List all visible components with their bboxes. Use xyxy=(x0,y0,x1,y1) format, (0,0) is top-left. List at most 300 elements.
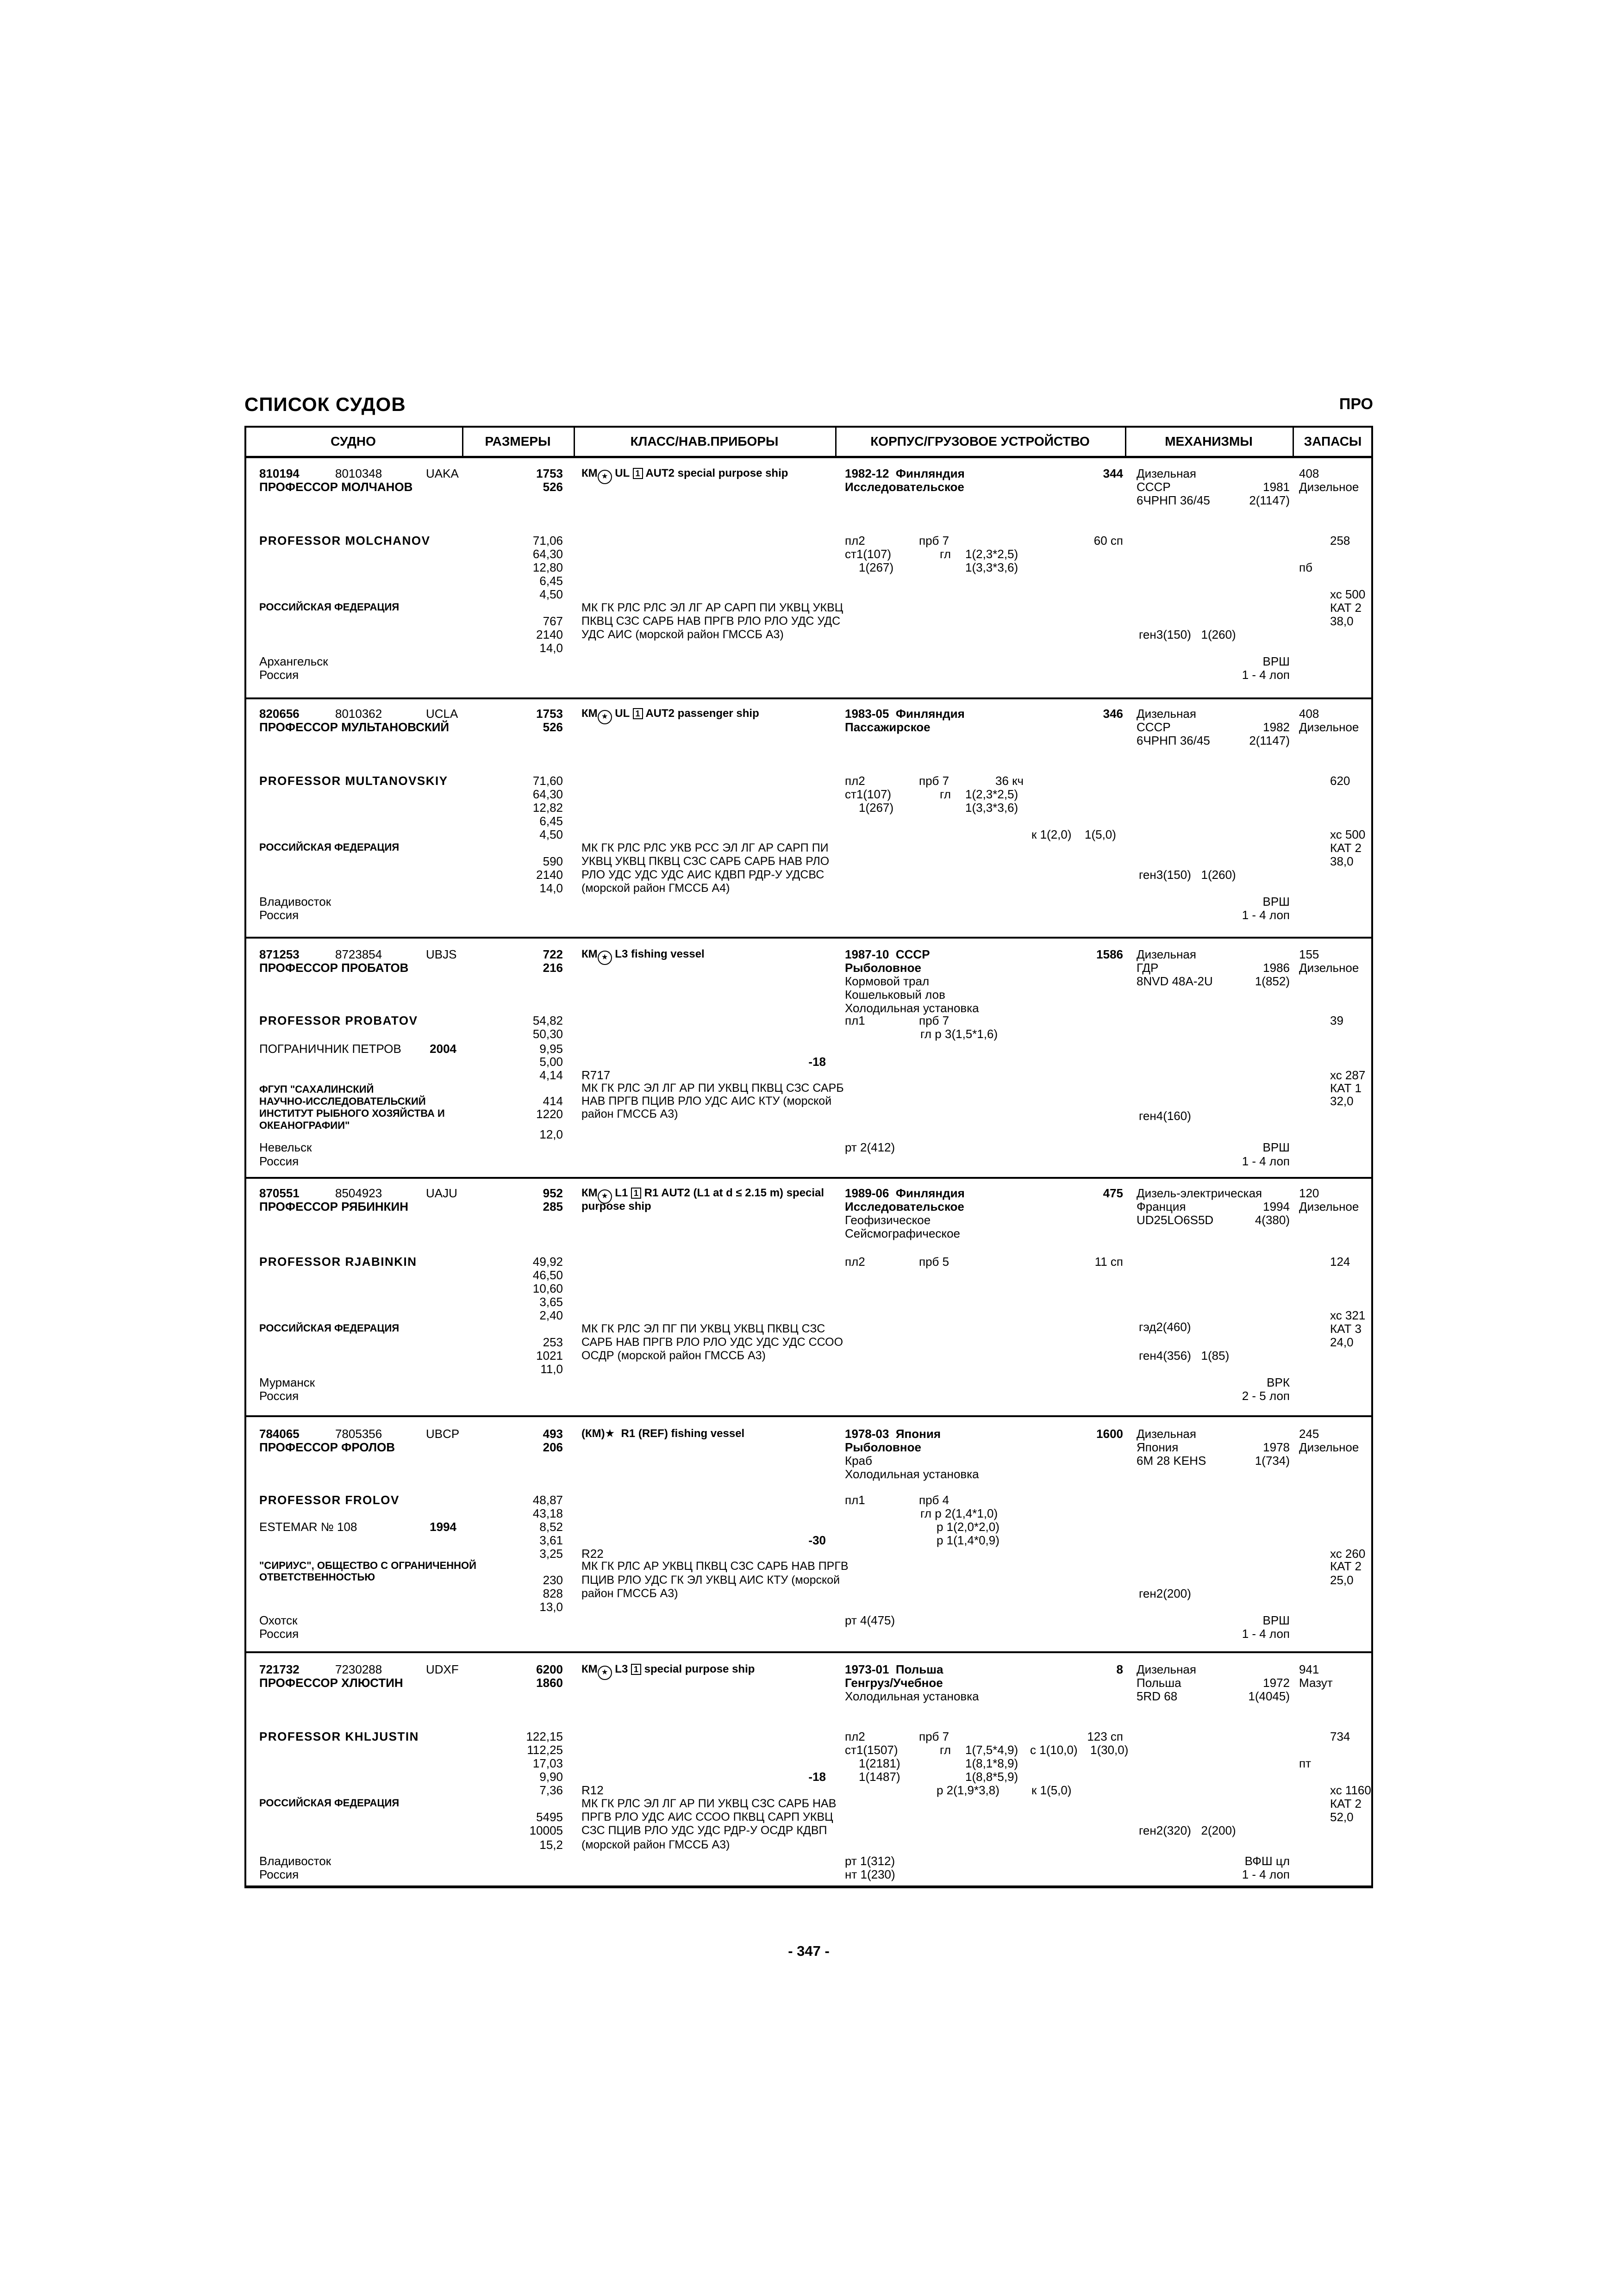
text-item: 734 xyxy=(1330,1730,1350,1743)
gross-tonnage: 1753 xyxy=(536,707,563,721)
text-item: УКВЦ УКВЦ ПКВЦ СЗС САРБ САРБ НАВ РЛО xyxy=(581,855,830,868)
net-tonnage: 285 xyxy=(543,1200,563,1213)
fuel-type: Дизельное xyxy=(1299,480,1359,494)
class-notation: КМ ★ L3 1 special purpose ship xyxy=(581,1663,755,1680)
purpose: Рыболовное xyxy=(845,1440,921,1454)
text-item: рт 1(312) xyxy=(845,1854,895,1868)
call-sign: UBJS xyxy=(426,947,457,961)
engine-model: UD25LO6S5D xyxy=(1137,1213,1214,1227)
text-item: Холодильная установка xyxy=(845,1467,979,1481)
text-item: 10,60 xyxy=(532,1282,563,1295)
text-item: пл1 xyxy=(845,1493,865,1507)
text-item: КАТ 3 xyxy=(1330,1322,1362,1336)
refrigeration-temp: -18 xyxy=(808,1770,826,1784)
text-item: 1(3,3*3,6) xyxy=(965,801,1018,815)
col-header-korpus: КОРПУС/ГРУЗОВОЕ УСТРОЙСТВО xyxy=(870,434,1090,448)
col-header-sudno: СУДНО xyxy=(331,434,376,448)
call-sign: UAKA xyxy=(426,467,459,480)
text-item: 11,0 xyxy=(540,1362,563,1376)
reg-number: 870551 xyxy=(259,1186,300,1200)
purpose: Пассажирское xyxy=(845,720,931,734)
text-item: 414 xyxy=(543,1094,563,1108)
built-place: 1989-06 Финляндия xyxy=(845,1186,965,1200)
page-number: - 347 - xyxy=(788,1943,830,1959)
machinery-type: Дизельная xyxy=(1137,707,1196,721)
text-item: 60 сп xyxy=(1093,534,1123,548)
generators: ген2(320) 2(200) xyxy=(1139,1823,1236,1837)
text-item: пл2 xyxy=(845,1730,865,1743)
page-corner-label: ПРО xyxy=(1339,395,1373,413)
circled-star-icon: ★ xyxy=(598,951,612,965)
text-item: 122,15 xyxy=(526,1730,563,1743)
refrigeration-temp: -30 xyxy=(808,1533,826,1547)
nav-equipment: МК ГК РЛС ЭЛ ПГ ПИ УКВЦ УКВЦ ПКВЦ СЗС xyxy=(581,1322,825,1335)
fuel-type: Мазут xyxy=(1299,1676,1333,1690)
text-item: Кормовой трал xyxy=(845,974,930,988)
owner: ФГУП "САХАЛИНСКИЙ xyxy=(259,1083,374,1095)
imo-number: 8010362 xyxy=(335,707,382,721)
text-item: ПРГВ РЛО УДС АИС ССОО ПКВЦ САРП УКВЦ xyxy=(581,1811,833,1823)
text-item: 25,0 xyxy=(1330,1573,1354,1587)
ship-name-en: PROFESSOR MULTANOVSKIY xyxy=(259,774,448,788)
text-item: 1021 xyxy=(536,1349,563,1363)
text-item: 1 - 4 лоп xyxy=(1242,1154,1290,1168)
engine-model: 6ЧРНП 36/45 xyxy=(1137,734,1210,747)
propeller-type: ВФШ цл xyxy=(1244,1854,1290,1868)
generators: ген2(200) xyxy=(1139,1587,1191,1600)
fuel-type: Дизельное xyxy=(1299,1440,1359,1454)
text-item: 9,90 xyxy=(539,1770,563,1784)
refrigerant: R717 xyxy=(581,1068,611,1082)
text-item: ст1(107) xyxy=(845,547,892,561)
machinery-type: Дизельная xyxy=(1137,467,1196,480)
ship-name-ru: ПРОФЕССОР ХЛЮСТИН xyxy=(259,1676,403,1690)
boxed-1-icon: 1 xyxy=(631,1664,641,1675)
text-item: (морской район ГМССБ А4) xyxy=(581,882,730,895)
text-item: 2,40 xyxy=(539,1308,563,1322)
ship-name-ru: ПРОФЕССОР ПРОБАТОВ xyxy=(259,961,409,975)
ship-name-ru: ПРОФЕССОР МОЛЧАНОВ xyxy=(259,480,413,494)
text-item: пл2 xyxy=(845,1255,865,1269)
boxed-1-icon: 1 xyxy=(631,1188,641,1199)
built-place: 1983-05 Финляндия xyxy=(845,707,965,721)
text-item: 408 xyxy=(1299,467,1319,480)
net-tonnage: 206 xyxy=(543,1440,563,1454)
country: Россия xyxy=(259,1389,299,1403)
text-item: 49,92 xyxy=(532,1255,563,1269)
text-item: 11 сп xyxy=(1094,1255,1123,1269)
call-sign: UAJU xyxy=(426,1186,457,1200)
text-item: 9,95 xyxy=(539,1042,563,1056)
built-place: 1982-12 Финляндия xyxy=(845,467,965,480)
text-item: 1(734) xyxy=(1255,1454,1290,1468)
generators: ген3(150) 1(260) xyxy=(1139,868,1236,882)
text-item: 8 xyxy=(1116,1662,1123,1676)
boxed-1-icon: 1 xyxy=(633,708,643,719)
flag-state: РОССИЙСКАЯ ФЕДЕРАЦИЯ xyxy=(259,601,400,613)
text-item: 123 сп xyxy=(1087,1730,1123,1743)
text-item: 38,0 xyxy=(1330,614,1354,628)
text-item: 1(8,8*5,9) xyxy=(965,1770,1018,1784)
text-item: 155 xyxy=(1299,947,1319,961)
machinery-type: Дизель-электрическая xyxy=(1137,1186,1262,1200)
text-item: НАВ ПРГВ ПЦИВ РЛО УДС АИС КТУ (морской xyxy=(581,1095,832,1108)
ship-name-ru: ПРОФЕССОР МУЛЬТАНОВСКИЙ xyxy=(259,720,450,734)
text-item: 50,30 xyxy=(532,1027,563,1041)
text-item: 475 xyxy=(1103,1186,1123,1200)
text-item: 1(267) xyxy=(859,801,894,815)
text-item: 4,50 xyxy=(539,587,563,601)
text-item: ОТВЕТСТВЕННОСТЬЮ xyxy=(259,1571,375,1583)
ship-name-en: PROFESSOR MOLCHANOV xyxy=(259,534,431,548)
gross-tonnage: 6200 xyxy=(536,1662,563,1676)
entry-professor-frolov xyxy=(244,1416,1373,1652)
text-item: ст1(1507) xyxy=(845,1743,898,1757)
net-tonnage: 526 xyxy=(543,720,563,734)
text-item: хс 500 xyxy=(1330,828,1366,841)
ship-name-ru: ПРОФЕССОР ФРОЛОВ xyxy=(259,1440,395,1454)
text-item: прб 7 xyxy=(919,1730,949,1743)
text-item: 5,00 xyxy=(539,1055,563,1069)
port-of-registry: Архангельск xyxy=(259,654,328,668)
flag-state: РОССИЙСКАЯ ФЕДЕРАЦИЯ xyxy=(259,1322,400,1334)
gross-tonnage: 1753 xyxy=(536,467,563,480)
nav-equipment: МК ГК РЛС РЛС ЭЛ ЛГ АР САРП ПИ УКВЦ УКВЦ xyxy=(581,601,843,614)
text-item: 941 xyxy=(1299,1662,1319,1676)
text-item: 14,0 xyxy=(539,881,563,895)
text-item: хс 321 xyxy=(1330,1308,1366,1322)
text-item: гл xyxy=(940,787,951,801)
flag-state: РОССИЙСКАЯ ФЕДЕРАЦИЯ xyxy=(259,1797,400,1809)
text-item: 1(5,0) xyxy=(1085,828,1116,841)
circled-star-icon: ★ xyxy=(598,710,612,724)
text-item: пл2 xyxy=(845,534,865,548)
text-item: 10005 xyxy=(529,1823,563,1837)
entry-professor-khljustin xyxy=(244,1652,1373,1885)
text-item: КАТ 2 xyxy=(1330,1797,1362,1811)
built-place: 1987-10 СССР xyxy=(845,947,930,961)
text-item: 5495 xyxy=(536,1810,563,1824)
text-item: (морской район ГМССБ А3) xyxy=(581,1838,730,1851)
text-item: 1(1487) xyxy=(859,1770,900,1784)
country: Россия xyxy=(259,1867,299,1881)
fuel-type: Дизельное xyxy=(1299,720,1359,734)
flag-state: РОССИЙСКАЯ ФЕДЕРАЦИЯ xyxy=(259,841,400,853)
text-item: гэд2(460) xyxy=(1139,1320,1191,1334)
text-item: пл1 xyxy=(845,1014,865,1027)
engine-model: 6ЧРНП 36/45 xyxy=(1137,493,1210,507)
purpose: Генгруз/Учебное xyxy=(845,1676,943,1690)
call-sign: UCLA xyxy=(426,707,458,721)
text-item: Краб xyxy=(845,1454,872,1468)
text-item: КАТ 2 xyxy=(1330,841,1362,855)
text-item: 1 - 4 лоп xyxy=(1242,1867,1290,1881)
text-item: 64,30 xyxy=(532,787,563,801)
text-item: пт xyxy=(1299,1756,1311,1770)
text-item: хс 287 xyxy=(1330,1068,1366,1082)
imo-number: 8504923 xyxy=(335,1186,382,1200)
machinery-country: Франция xyxy=(1137,1200,1186,1213)
text-item: прб 7 xyxy=(919,534,949,548)
text-item: 590 xyxy=(543,854,563,868)
port-of-registry: Владивосток xyxy=(259,1854,331,1868)
net-tonnage: 1860 xyxy=(536,1676,563,1690)
text-item: 46,50 xyxy=(532,1268,563,1282)
text-item: 344 xyxy=(1103,467,1123,480)
text-item: хс 500 xyxy=(1330,587,1366,601)
text-item: КАТ 1 xyxy=(1330,1081,1362,1095)
text-item: 1(30,0) xyxy=(1090,1743,1129,1757)
text-item: ИНСТИТУТ РЫБНОГО ХОЗЯЙСТВА И xyxy=(259,1108,445,1119)
text-item: прб 7 xyxy=(919,1014,949,1027)
propeller-type: ВРШ xyxy=(1262,1613,1290,1627)
text-item: КАТ 2 xyxy=(1330,1559,1362,1573)
text-item: 4(380) xyxy=(1255,1213,1290,1227)
col-header-klass: КЛАСС/НАВ.ПРИБОРЫ xyxy=(630,434,779,448)
text-item: 64,30 xyxy=(532,547,563,561)
propeller-type: ВРШ xyxy=(1262,654,1290,668)
text-item: 6,45 xyxy=(539,814,563,828)
text-item: 1(8,1*8,9) xyxy=(965,1756,1018,1770)
reg-number: 871253 xyxy=(259,947,300,961)
col-header-mekhanizmy: МЕХАНИЗМЫ xyxy=(1165,434,1253,448)
text-item: к 1(2,0) xyxy=(1031,828,1072,841)
text-item: 2(1147) xyxy=(1249,734,1290,747)
text-item: 2 - 5 лоп xyxy=(1242,1389,1290,1403)
text-item: 3,25 xyxy=(539,1547,563,1561)
text-item: 15,2 xyxy=(539,1838,563,1852)
text-item: хс 1160 xyxy=(1330,1783,1371,1797)
country: Россия xyxy=(259,908,299,922)
propeller-type: ВРК xyxy=(1267,1375,1290,1389)
text-item: 32,0 xyxy=(1330,1094,1354,1108)
imo-number: 8723854 xyxy=(335,947,382,961)
text-item: 1586 xyxy=(1096,947,1123,961)
text-item: гл xyxy=(940,1743,951,1757)
text-item: РЛО УДС УДС УДС АИС КДВП РДР-У УДСВС xyxy=(581,868,824,881)
class-notation: КМ ★ UL 1 AUT2 passenger ship xyxy=(581,708,759,724)
text-item: Холодильная установка xyxy=(845,1689,979,1703)
text-item: 1(2,3*2,5) xyxy=(965,787,1018,801)
purpose: Исследовательское xyxy=(845,1200,964,1213)
machinery-country: ГДР xyxy=(1137,961,1159,975)
engine-model: 6М 28 KEHS xyxy=(1137,1454,1206,1468)
class-notation: КМ ★ L1 1 R1 AUT2 (L1 at d ≤ 2.15 m) special xyxy=(581,1187,824,1204)
text-item: purpose ship xyxy=(581,1200,651,1213)
text-item: пб xyxy=(1299,560,1312,574)
nav-equipment: МК ГК РЛС ЭЛ ЛГ АР ПИ УКВЦ ПКВЦ СЗС САРБ xyxy=(581,1082,844,1095)
text-item: пл2 xyxy=(845,774,865,788)
ship-name-ru: ПРОФЕССОР РЯБИНКИН xyxy=(259,1200,409,1213)
country: Россия xyxy=(259,1627,299,1641)
net-tonnage: 216 xyxy=(543,961,563,975)
text-item: прб 4 xyxy=(919,1493,949,1507)
circled-star-icon: ★ xyxy=(598,1189,612,1204)
machinery-country: Япония xyxy=(1137,1440,1179,1454)
purpose: Рыболовное xyxy=(845,961,921,975)
text-item: нт 1(230) xyxy=(845,1867,895,1881)
refrigeration-temp: -18 xyxy=(808,1055,826,1069)
text-item: 1 - 4 лоп xyxy=(1242,1627,1290,1641)
text-item: 1 - 4 лоп xyxy=(1242,668,1290,682)
text-item: 24,0 xyxy=(1330,1335,1354,1349)
text-item: 3,61 xyxy=(539,1533,563,1547)
text-item: 6,45 xyxy=(539,574,563,588)
ship-name-en: PROFESSOR KHLJUSTIN xyxy=(259,1730,419,1743)
text-item: гл р 2(1,4*1,0) xyxy=(920,1506,998,1520)
class-notation: КМ ★ UL 1 AUT2 special purpose ship xyxy=(581,467,788,484)
built-place: 1973-01 Польша xyxy=(845,1662,943,1676)
text-item: СЗС ПЦИВ РЛО УДС УДС РДР-У ОСДР КДВП xyxy=(581,1824,827,1837)
imo-number: 7805356 xyxy=(335,1427,382,1441)
text-item: 3,65 xyxy=(539,1295,563,1309)
machinery-year: 1978 xyxy=(1263,1440,1290,1454)
text-item: 4,14 xyxy=(539,1068,563,1082)
call-sign: UDXF xyxy=(426,1662,459,1676)
text-item: КАТ 2 xyxy=(1330,601,1362,615)
text-item: рт 2(412) xyxy=(845,1140,895,1154)
class-notation: (КМ)★ R1 (REF) fishing vessel xyxy=(581,1427,745,1440)
text-item: 1(2,3*2,5) xyxy=(965,547,1018,561)
refrigerant: R22 xyxy=(581,1547,604,1561)
machinery-year: 1982 xyxy=(1263,720,1290,734)
nav-equipment: МК ГК РЛС РЛС УКВ РСС ЭЛ ЛГ АР САРП ПИ xyxy=(581,841,829,854)
text-item: 2(1147) xyxy=(1249,493,1290,507)
text-item: 17,03 xyxy=(532,1756,563,1770)
text-item: хс 260 xyxy=(1330,1547,1366,1561)
fuel-type: Дизельное xyxy=(1299,961,1359,975)
machinery-type: Дизельная xyxy=(1137,1427,1196,1441)
call-sign: UBCP xyxy=(426,1427,460,1441)
text-item: район ГМССБ А3) xyxy=(581,1108,678,1120)
country: Россия xyxy=(259,1154,299,1168)
text-item: гл xyxy=(940,547,951,561)
text-item: 38,0 xyxy=(1330,854,1354,868)
text-item: прб 5 xyxy=(919,1255,949,1269)
text-item: 828 xyxy=(543,1587,563,1600)
propeller-type: ВРШ xyxy=(1262,895,1290,908)
text-item: Кошельковый лов xyxy=(845,988,945,1002)
entry-professor-rjabinkin xyxy=(244,1178,1373,1416)
text-item: 71,60 xyxy=(532,774,563,788)
machinery-type: Дизельная xyxy=(1137,947,1196,961)
text-item: 124 xyxy=(1330,1255,1350,1269)
machinery-year: 1972 xyxy=(1263,1676,1290,1690)
text-item: к 1(5,0) xyxy=(1031,1783,1072,1797)
text-item: 12,82 xyxy=(532,801,563,815)
text-item: ПЦИВ РЛО УДС ГК ЭЛ УКВЦ АИС КТУ (морской xyxy=(581,1574,840,1587)
reg-number: 721732 xyxy=(259,1662,300,1676)
text-item: 43,18 xyxy=(532,1506,563,1520)
text-item: р 1(2,0*2,0) xyxy=(937,1520,999,1534)
reg-number: 820656 xyxy=(259,707,300,721)
former-name: ESTEMAR № 108 xyxy=(259,1520,357,1534)
machinery-type: Дизельная xyxy=(1137,1662,1196,1676)
port-of-registry: Владивосток xyxy=(259,895,331,908)
ship-name-en: PROFESSOR FROLOV xyxy=(259,1493,400,1507)
circled-star-icon: ★ xyxy=(598,470,612,484)
purpose: Исследовательское xyxy=(845,480,964,494)
machinery-year: 1981 xyxy=(1263,480,1290,494)
engine-model: 8NVD 48A-2U xyxy=(1137,974,1213,988)
text-item: рт 4(475) xyxy=(845,1613,895,1627)
text-item: 54,82 xyxy=(532,1014,563,1027)
generators: ген4(356) 1(85) xyxy=(1139,1349,1230,1363)
text-item: 52,0 xyxy=(1330,1810,1354,1824)
text-item: 1(3,3*3,6) xyxy=(965,560,1018,574)
class-notation: КМ ★ L3 fishing vessel xyxy=(581,948,705,965)
machinery-year: 1994 xyxy=(1263,1200,1290,1213)
text-item: район ГМССБ А3) xyxy=(581,1587,678,1600)
text-item: 1(4045) xyxy=(1248,1689,1290,1703)
text-item: НАУЧНО-ИССЛЕДОВАТЕЛЬСКИЙ xyxy=(259,1095,426,1107)
former-name-year: 1994 xyxy=(430,1520,456,1534)
generators: ген3(150) 1(260) xyxy=(1139,628,1236,641)
circled-star-icon: ★ xyxy=(598,1666,612,1680)
text-item: 112,25 xyxy=(527,1743,563,1757)
text-item: р 1(1,4*0,9) xyxy=(937,1533,999,1547)
nav-equipment: МК ГК РЛС АР УКВЦ ПКВЦ СЗС САРБ НАВ ПРГВ xyxy=(581,1560,849,1573)
net-tonnage: 526 xyxy=(543,480,563,494)
reg-number: 784065 xyxy=(259,1427,300,1441)
text-item: 2140 xyxy=(536,868,563,882)
text-item: Холодильная установка xyxy=(845,1001,979,1015)
text-item: 346 xyxy=(1103,707,1123,721)
generators: ген4(160) xyxy=(1139,1109,1191,1123)
text-item: 253 xyxy=(543,1335,563,1349)
text-item: 12,80 xyxy=(532,560,563,574)
text-item: 8,52 xyxy=(539,1520,563,1534)
former-name: ПОГРАНИЧНИК ПЕТРОВ xyxy=(259,1042,401,1056)
text-item: 1600 xyxy=(1096,1427,1123,1441)
ship-name-en: PROFESSOR RJABINKIN xyxy=(259,1255,417,1269)
text-item: 1(7,5*4,9) xyxy=(965,1743,1018,1757)
page-title: СПИСОК СУДОВ xyxy=(244,393,406,415)
text-item: Сейсмографическое xyxy=(845,1226,961,1240)
owner: "СИРИУС", ОБЩЕСТВО С ОГРАНИЧЕННОЙ xyxy=(259,1560,476,1571)
nav-equipment: МК ГК РЛС ЭЛ ЛГ АР ПИ УКВЦ СЗС САРБ НАВ xyxy=(581,1797,837,1810)
text-item: прб 7 xyxy=(919,774,949,788)
text-item: 36 кч xyxy=(995,774,1024,788)
text-item: ОСДР (морской район ГМССБ А3) xyxy=(581,1349,766,1362)
text-item: ПКВЦ СЗС САРБ НАВ ПРГВ РЛО РЛО УДС УДС xyxy=(581,615,841,628)
text-item: р 2(1,9*3,8) xyxy=(937,1783,999,1797)
country: Россия xyxy=(259,668,299,682)
entry-professor-probatov xyxy=(244,938,1373,1178)
text-item: Геофизическое xyxy=(845,1213,931,1227)
port-of-registry: Мурманск xyxy=(259,1375,315,1389)
machinery-year: 1986 xyxy=(1263,961,1290,975)
engine-model: 5RD 68 xyxy=(1137,1689,1178,1703)
text-item: 258 xyxy=(1330,534,1350,548)
entry-professor-multanovskiy xyxy=(244,698,1373,938)
text-item: 767 xyxy=(543,614,563,628)
text-item: 48,87 xyxy=(532,1493,563,1507)
text-item: 1(852) xyxy=(1255,974,1290,988)
former-name-year: 2004 xyxy=(430,1042,456,1056)
col-header-zapasy: ЗАПАСЫ xyxy=(1304,434,1362,448)
imo-number: 7230288 xyxy=(335,1662,382,1676)
text-item: 39 xyxy=(1330,1014,1343,1027)
machinery-country: Польша xyxy=(1137,1676,1181,1690)
port-of-registry: Охотск xyxy=(259,1613,298,1627)
machinery-country: СССР xyxy=(1137,720,1171,734)
text-item: 120 xyxy=(1299,1186,1319,1200)
text-item: 230 xyxy=(543,1573,563,1587)
imo-number: 8010348 xyxy=(335,467,382,480)
text-item: 2140 xyxy=(536,628,563,641)
text-item: 13,0 xyxy=(539,1600,563,1614)
